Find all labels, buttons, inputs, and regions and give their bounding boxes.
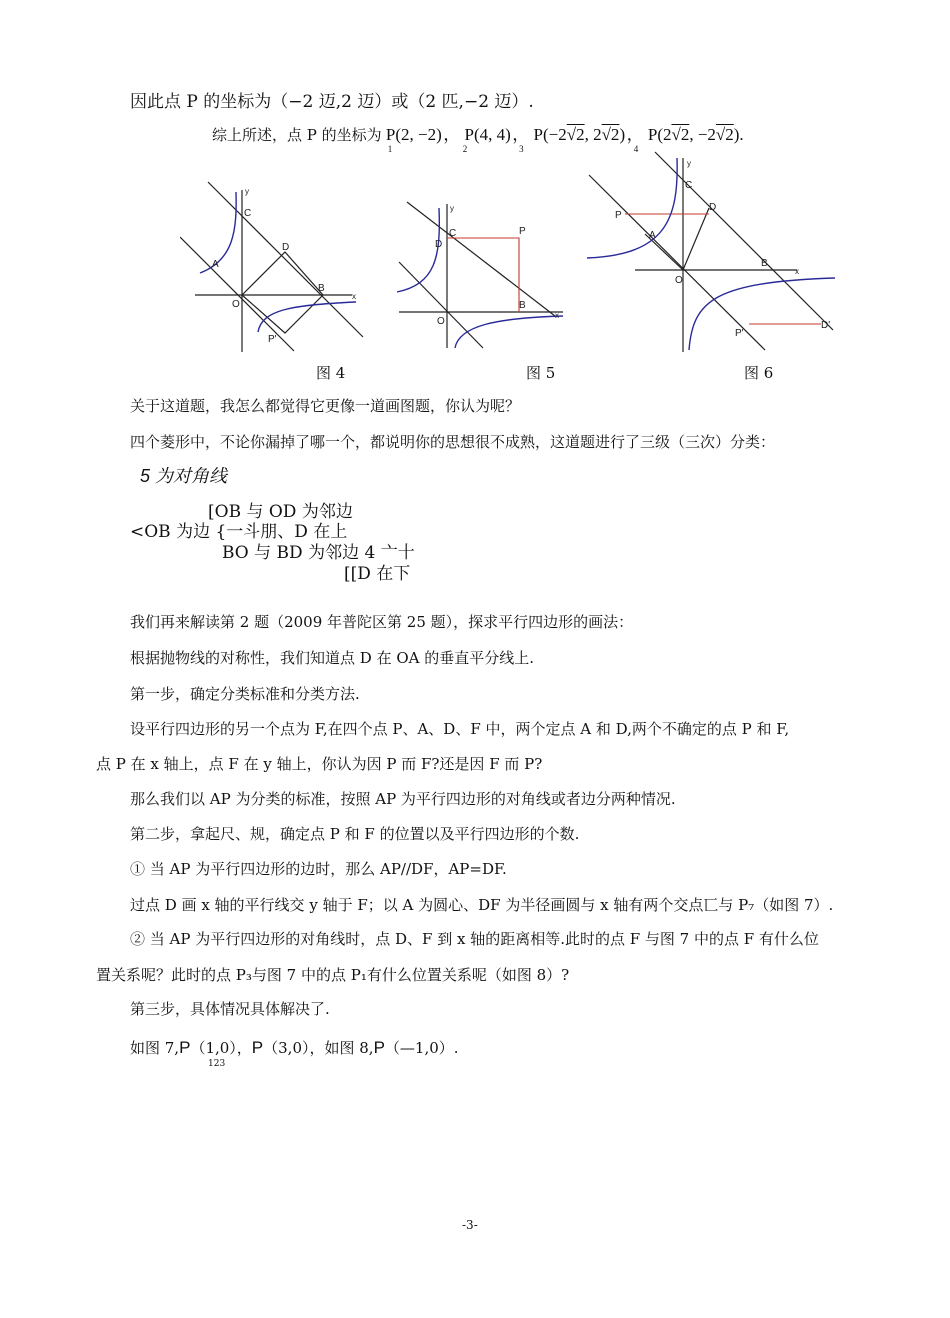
final-p2-coords: （3,0），如图 8,: [263, 1039, 374, 1057]
paragraph-10: ② 当 AP 为平行四边形的对角线时，点 D、F 到 x 轴的距离相等.此时的点 F 与图 7 中的点 F 有什么位: [130, 930, 819, 948]
final-p3: P: [373, 1038, 385, 1057]
paragraph-1: 我们再来解读第 2 题（2009 年普陀区第 25 题），探求平行四边形的画法：: [130, 613, 634, 631]
label-p: P: [519, 226, 526, 237]
hyperbola-left: [587, 158, 677, 258]
label-b: B: [761, 258, 768, 269]
hyperbola-right: [689, 278, 835, 350]
line-cb: [655, 152, 833, 330]
final-p1-coords: （1,0），: [190, 1039, 252, 1057]
tree-line-1: [OB 与 OD 为邻边: [208, 502, 353, 522]
paragraph-11: 置关系呢？此时的点 P₃与图 7 中的点 P₁有什么位置关系呢（如图 8）?: [96, 966, 570, 984]
tree-line-4: [[D 在下: [344, 564, 411, 584]
paragraph-drawing-question: 关于这道题，我怎么都觉得它更像一道画图题，你认为呢？: [130, 397, 521, 415]
hyperbola-right: [455, 316, 563, 348]
label-d: D: [709, 202, 717, 213]
label-d: D: [435, 239, 443, 250]
paragraph-9: 过点 D 画 x 轴的平行线交 y 轴于 F；以 A 为圆心、DF 为半径画圆与 x 轴有两个交点匸与 P₇（如图 7）.: [130, 896, 834, 914]
separator: ，: [512, 125, 530, 144]
label-p-prime: P': [735, 328, 744, 339]
caption-figure-4: 图 4: [316, 364, 346, 382]
p3-subscript: 3: [519, 144, 524, 154]
p1-subscript: 1: [387, 144, 393, 154]
label-c: C: [685, 180, 693, 191]
summary-line: [212, 120, 745, 154]
label-y: y: [245, 187, 249, 196]
paragraph-8: ① 当 AP 为平行四边形的边时，那么 AP//DF，AP=DF.: [130, 860, 507, 878]
final-p1: P: [179, 1038, 191, 1057]
final-p3-coords: （—1,0）.: [384, 1039, 459, 1057]
label-d: D: [282, 242, 290, 253]
paragraph-6: 那么我们以 AP 为分类的标准，按照 AP 为平行四边形的对角线或者边分两种情况.: [130, 790, 676, 808]
paragraph-2: 根据抛物线的对称性，我们知道点 D 在 OA 的垂直平分线上.: [130, 649, 534, 667]
label-x: x: [555, 311, 559, 320]
line-cb: [407, 202, 555, 316]
separator: ，: [443, 125, 461, 144]
caption-figure-5: 图 5: [526, 364, 556, 382]
page-number: -3-: [462, 1218, 478, 1232]
hyperbola-right: [258, 302, 356, 332]
label-y: y: [687, 159, 691, 168]
label-o: O: [437, 316, 445, 327]
line-cb: [208, 182, 363, 337]
paragraph-3: 第一步，确定分类标准和分类方法.: [130, 685, 360, 703]
final-p2: P: [251, 1038, 264, 1057]
label-c: C: [244, 208, 252, 219]
coordinate-result-line: 因此点 P 的坐标为（−2 迈,2 迈）或（2 匹,−2 迈）.: [130, 92, 534, 112]
label-d-prime: D': [821, 320, 831, 331]
figure-5: [395, 198, 565, 350]
segment-od: [683, 208, 709, 270]
diagonal-heading: 5 为对角线: [140, 466, 228, 486]
label-x: x: [795, 267, 799, 276]
label-x: x: [352, 292, 356, 301]
label-a: A: [212, 259, 219, 270]
label-y: y: [450, 204, 454, 213]
label-o: O: [232, 299, 240, 310]
summary-lead: 综上所述，点 P 的坐标为: [212, 126, 382, 144]
point-p1: P(2, −2): [385, 125, 442, 144]
line-ap: [180, 237, 294, 351]
line-op: [399, 262, 483, 348]
p4-subscript: 4: [633, 144, 639, 154]
rhombus: [242, 252, 323, 333]
paragraph-5: 点 P 在 x 轴上，点 F 在 y 轴上，你认为因 P 而 F?还是因 F 而 P?: [96, 755, 543, 773]
paragraph-12: 第三步，具体情况具体解决了.: [130, 1000, 330, 1018]
point-p3: P(−2√2, 2√2): [533, 125, 626, 144]
figure-6: [585, 150, 837, 355]
point-p2: P(4, 4): [464, 125, 511, 144]
label-p: P: [615, 210, 622, 221]
paragraph-7: 第二步，拿起尺、规，确定点 P 和 F 的位置以及平行四边形的个数.: [130, 825, 580, 843]
label-a: A: [649, 230, 656, 241]
separator: ，: [626, 125, 644, 144]
figure-4: [180, 180, 370, 355]
label-b: B: [318, 283, 325, 294]
label-b: B: [519, 300, 526, 311]
tree-line-2: <OB 为边 {一斗朋、D 在上: [130, 522, 348, 542]
line-ap: [589, 175, 765, 350]
hyperbola-left: [397, 208, 439, 292]
square-sides: [447, 238, 519, 312]
paragraph-4: 设平行四边形的另一个点为 F,在四个点 P、A、D、F 中，两个定点 A 和 D,两个不确定的点 P 和 F,: [130, 720, 790, 738]
p2-subscript: 2: [462, 144, 468, 154]
final-subscripts: 123: [208, 1059, 226, 1069]
label-o: O: [675, 275, 683, 286]
caption-figure-6: 图 6: [744, 364, 774, 382]
paragraph-classification: 四个菱形中，不论你漏掉了哪一个，都说明你的思想很不成熟，这道题进行了三级（三次）分类：: [130, 433, 776, 451]
point-p4: P(2√2, −2√2).: [647, 125, 744, 144]
label-c: C: [449, 228, 457, 239]
tree-line-3: BO 与 BD 为邻边 4 亠十: [222, 543, 415, 563]
final-prefix: 如图 7,: [130, 1039, 180, 1057]
label-p-prime: P': [268, 334, 277, 345]
final-answer-line: [130, 1038, 459, 1058]
